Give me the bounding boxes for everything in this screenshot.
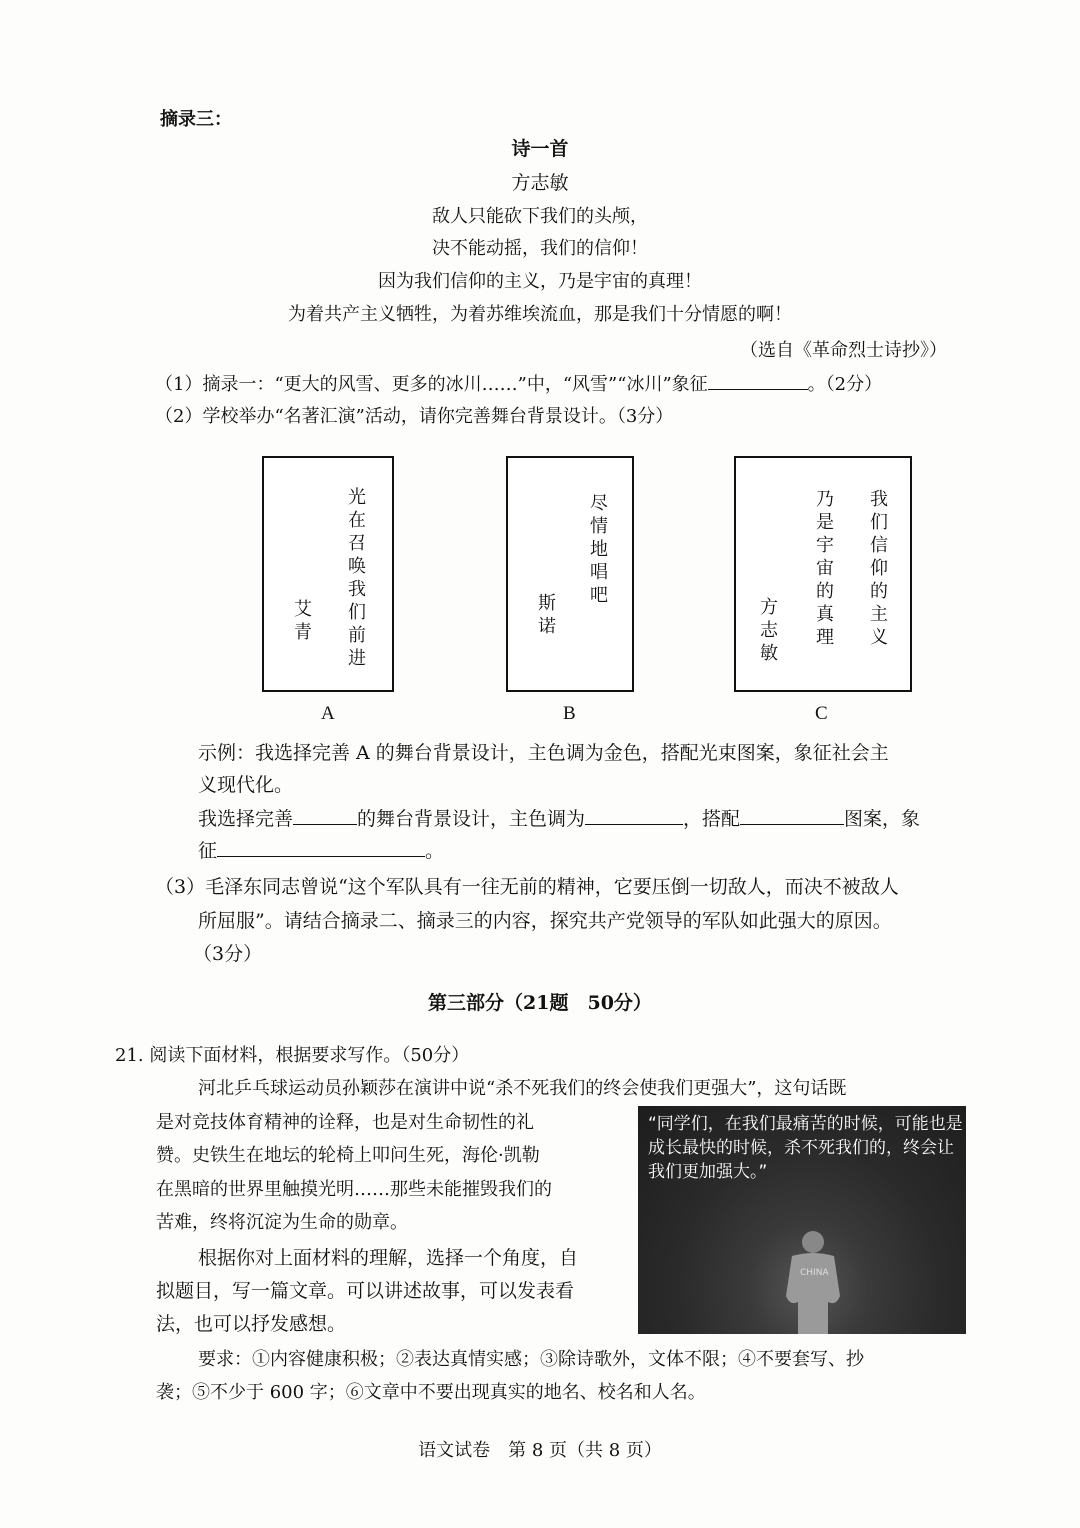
stage-design-box-b [506, 456, 634, 692]
poem-author: 方志敏 [511, 172, 569, 194]
material-line: 苦难，终将沉淀为生命的勋章。 [156, 1212, 408, 1233]
instruction-line: 拟题目，写一篇文章。可以讲述故事，可以发表看 [156, 1280, 575, 1302]
material-line: 河北乒乓球运动员孙颖莎在演讲中说“杀不死我们的终会使我们更强大”，这句话既 [198, 1078, 847, 1099]
fill-in-line-2: 征 。 [198, 840, 445, 862]
athlete-figure [778, 1226, 848, 1334]
poem-line: 敌人只能砍下我们的头颅， [432, 206, 648, 227]
stage-design-box-a [262, 456, 394, 692]
material-line: 赞。史铁生在地坛的轮椅上叩问生死，海伦·凯勒 [156, 1145, 540, 1166]
part-3-heading: 第三部分（21题 50分） [428, 992, 652, 1014]
poem-line: 决不能动摇，我们的信仰！ [432, 238, 648, 259]
answer-blank-box[interactable] [293, 806, 357, 825]
requirements-line-2: 袭；⑤不少于 600 字；⑥文章中不要出现真实的地名、校名和人名。 [156, 1382, 706, 1403]
fill-in-line: 我选择完善 的舞台背景设计，主色调为 ，搭配 图案，象 [198, 808, 921, 830]
box-a-label: A [321, 703, 335, 724]
instruction-line: 根据你对上面材料的理解，选择一个角度，自 [198, 1247, 579, 1269]
instruction-line: 法，也可以抒发感想。 [156, 1313, 347, 1335]
athlete-photo [638, 1106, 966, 1334]
photo-quote: “同学们，在我们最痛苦的时候，可能也是成长最快的时候，杀不死我们的，终会让我们更加强大。” [648, 1114, 963, 1182]
question-21-title: 21. 阅读下面材料，根据要求写作。（50分） [115, 1045, 470, 1066]
answer-blank[interactable] [708, 371, 808, 390]
poem-line: 因为我们信仰的主义，乃是宇宙的真理！ [378, 271, 702, 292]
question-2-prompt: （2）学校举办“名著汇演”活动，请你完善舞台背景设计。（3分） [155, 406, 674, 427]
poem-source: （选自《革命烈士诗抄》） [740, 340, 947, 361]
answer-blank-pattern[interactable] [740, 806, 844, 825]
stage-design-box-c [734, 456, 912, 692]
page-footer: 语文试卷 第 8 页（共 8 页） [418, 1440, 662, 1461]
material-line: 是对竞技体育精神的诠释，也是对生命韧性的礼 [156, 1112, 534, 1133]
box-c-author: 方志敏 [760, 597, 778, 664]
box-b-label: B [563, 703, 576, 724]
answer-blank-symbol[interactable] [217, 838, 425, 857]
example-line-1: 示例：我选择完善 A 的舞台背景设计，主色调为金色，搭配光束图案，象征社会主 [198, 742, 889, 764]
question-1-points: 。（2分） [807, 374, 883, 395]
question-3-line-1: （3）毛泽东同志曾说“这个军队具有一往无前的精神，它要压倒一切敌人，而决不被敌人 [155, 876, 899, 898]
poem-line: 为着共产主义牺牲，为着苏维埃流血，那是我们十分情愿的啊！ [288, 304, 792, 325]
poem-title: 诗一首 [511, 138, 569, 160]
requirements-line-1: 要求：①内容健康积极；②表达真情实感；③除诗歌外，文体不限；④不要套写、抄 [198, 1349, 864, 1370]
material-line: 在黑暗的世界里触摸光明……那些未能摧毁我们的 [156, 1179, 552, 1200]
question-1 [155, 370, 882, 396]
box-c-label: C [815, 703, 828, 724]
question-3-line-2: 所屈服”。请结合摘录二、摘录三的内容，探究共产党领导的军队如此强大的原因。 [198, 910, 892, 932]
box-c-quote-col1: 我们信仰的主义 [870, 489, 888, 648]
excerpt3-heading: 摘录三： [160, 109, 232, 130]
box-c-quote-col2: 乃是宇宙的真理 [816, 489, 834, 648]
answer-blank-color[interactable] [585, 806, 683, 825]
question-3-points: （3分） [193, 943, 263, 965]
example-line-2: 义现代化。 [198, 774, 294, 796]
box-a-quote: 光在召唤我们前进 [348, 487, 366, 669]
box-b-quote: 尽情地唱吧 [590, 493, 608, 606]
box-b-author: 斯诺 [538, 593, 556, 637]
jersey-text: CHINA [800, 1268, 829, 1278]
box-a-author: 艾青 [294, 599, 312, 643]
question-1-text: （1）摘录一：“更大的风雪、更多的冰川……”中，“风雪”“冰川”象征 [155, 374, 708, 395]
